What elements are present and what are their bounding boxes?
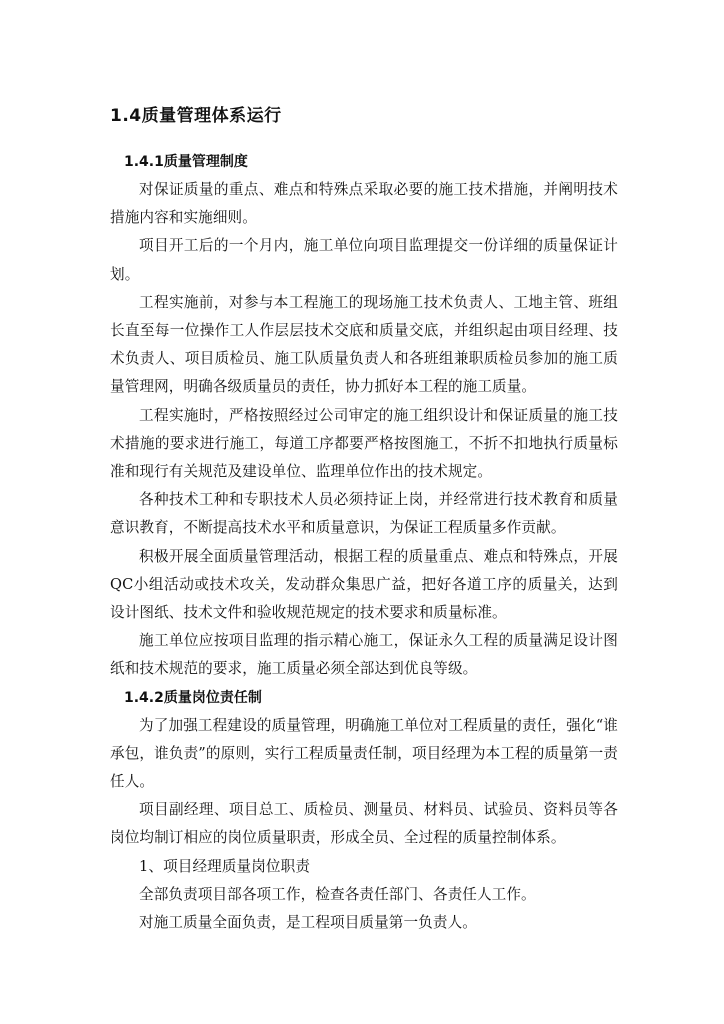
paragraph: 项目开工后的一个月内，施工单位向项目监理提交一份详细的质量保证计划。: [110, 237, 618, 283]
paragraph: 积极开展全面质量管理活动，根据工程的质量重点、难点和特殊点，开展QC小组活动或技术攻关，发动群众集思广益，把好各道工序的质量关，达到设计图纸、技术文件和验收规范规定的技术要求和质量标准。: [110, 547, 618, 622]
paragraph: 项目副经理、项目总工、质检员、测量员、材料员、试验员、资料员等各岗位均制订相应的岗位质量职责，形成全员、全过程的质量控制体系。: [110, 801, 618, 847]
paragraph: 施工单位应按项目监理的指示精心施工，保证永久工程的质量满足设计图纸和技术规范的要求，施工质量必须全部达到优良等级。: [110, 632, 618, 678]
document-content: [110, 104, 618, 937]
paragraph: 对施工质量全面负责，是工程项目质量第一负责人。: [139, 914, 477, 932]
list-item-heading: 1、项目经理质量岗位职责: [139, 857, 311, 875]
paragraph: 工程实施前，对参与本工程施工的现场施工技术负责人、工地主管、班组长直至每一位操作工人作层层技术交底和质量交底，并组织起由项目经理、技术负责人、项目质检员、施工队质量负责人和各班组兼职质检员参加的施工质量管理网，明确各级质量员的责任，协力抓好本工程的施工质量。: [110, 293, 618, 396]
section-heading-1: 1.4.1质量管理制度: [124, 154, 248, 170]
main-heading: 1.4质量管理体系运行: [110, 106, 282, 126]
section-heading-2: 1.4.2质量岗位责任制: [124, 689, 262, 706]
paragraph: 全部负责项目部各项工作，检查各责任部门、各责任人工作。: [139, 885, 536, 903]
paragraph: 各种技术工种和专职技术人员必须持证上岗，并经常进行技术教育和质量意识教育，不断提高技术水平和质量意识，为保证工程质量多作贡献。: [110, 491, 618, 537]
paragraph: 为了加强工程建设的质量管理，明确施工单位对工程质量的责任，强化“谁承包，谁负责”的原则，实行工程质量责任制，项目经理为本工程的质量第一责任人。: [110, 716, 618, 791]
paragraph: 对保证质量的重点、难点和特殊点采取必要的施工技术措施，并阐明技术措施内容和实施细则。: [110, 181, 618, 227]
paragraph: 工程实施时，严格按照经过公司审定的施工组织设计和保证质量的施工技术措施的要求进行施工，每道工序都要严格按图施工，不折不扣地执行质量标准和现行有关规范及建设单位、监理单位作出的技术规定。: [110, 406, 618, 481]
